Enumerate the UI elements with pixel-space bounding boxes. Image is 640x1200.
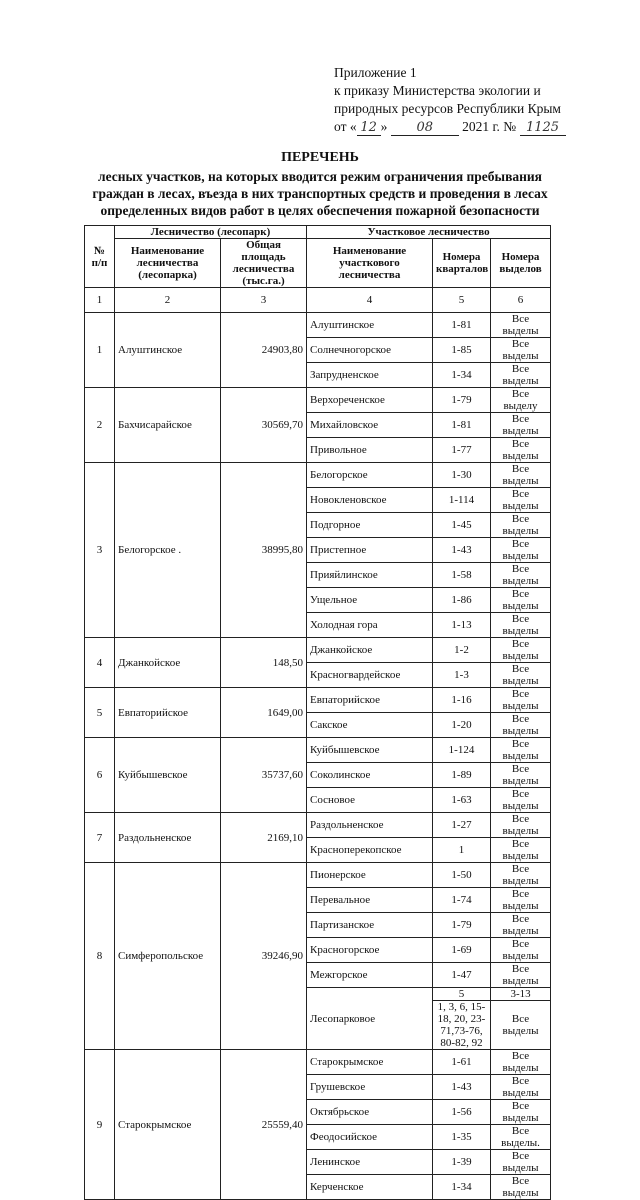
uchastok-name: Соколинское (307, 763, 433, 788)
uchastok-name: Алуштинское (307, 313, 433, 338)
kvartal-numbers: 1-43 (433, 1075, 491, 1100)
uchastok-name: Ущельное (307, 588, 433, 613)
date-day: 12 (357, 120, 381, 136)
kvartal-numbers: 1-89 (433, 763, 491, 788)
lesnichestvo-name: Куйбышевское (115, 738, 221, 813)
table-row (85, 463, 551, 488)
header-vydel: Номера выделов (491, 239, 551, 288)
uchastok-name: Керченское (307, 1175, 433, 1200)
group-number: 2 (85, 388, 115, 463)
uchastok-name: Евпаторийское (307, 688, 433, 713)
header-group-uchastkovoe: Участковое лесничество (307, 226, 551, 239)
vydel-numbers: Все выделы (491, 463, 551, 488)
subtitle-line: лесных участков, на которых вводится режим ограничения пребывания (98, 169, 542, 184)
vydel-numbers: Все выделы (491, 438, 551, 463)
appendix-title: Приложение 1 (334, 65, 417, 80)
uchastok-name: Джанкойское (307, 638, 433, 663)
vydel-numbers: 3-13 (491, 988, 551, 1001)
order-number: 1125 (520, 120, 566, 136)
kvartal-numbers: 1-3 (433, 663, 491, 688)
vydel-numbers: Все выделы (491, 688, 551, 713)
vydel-numbers: Все выделы (491, 588, 551, 613)
vydel-numbers: Все выделы (491, 763, 551, 788)
table-row (85, 1050, 551, 1075)
col-number: 6 (491, 288, 551, 313)
forest-table (84, 225, 551, 1200)
vydel-numbers: Все выделы (491, 638, 551, 663)
table-row (85, 738, 551, 763)
header-uchastok: Наименование участкового лесничества (307, 239, 433, 288)
date-year: 2021 г. № (462, 119, 517, 134)
date-mid: » (380, 119, 388, 134)
kvartal-numbers: 1-13 (433, 613, 491, 638)
kvartal-numbers: 1-2 (433, 638, 491, 663)
uchastok-name: Красноперекопское (307, 838, 433, 863)
table-row (85, 638, 551, 663)
vydel-numbers: Все выделы (491, 838, 551, 863)
vydel-numbers: Все выделы (491, 663, 551, 688)
kvartal-numbers: 1-30 (433, 463, 491, 488)
table-row (85, 863, 551, 888)
uchastok-name: Сакское (307, 713, 433, 738)
uchastok-name: Пионерское (307, 863, 433, 888)
uchastok-name: Перевальное (307, 888, 433, 913)
uchastok-name: Партизанское (307, 913, 433, 938)
uchastok-name: Октябрьское (307, 1100, 433, 1125)
vydel-numbers: Все выделы. (491, 1125, 551, 1150)
group-number: 6 (85, 738, 115, 813)
kvartal-numbers: 1-86 (433, 588, 491, 613)
kvartal-numbers: 1-27 (433, 813, 491, 838)
vydel-numbers: Все выделы (491, 313, 551, 338)
uchastok-name: Солнечногорское (307, 338, 433, 363)
kvartal-numbers: 1-20 (433, 713, 491, 738)
uchastok-name: Межгорское (307, 963, 433, 988)
vydel-numbers: Все выделы (491, 1100, 551, 1125)
appendix-block (334, 64, 566, 136)
group-number: 3 (85, 463, 115, 638)
lesnichestvo-name: Джанкойское (115, 638, 221, 688)
uchastok-name: Старокрымское (307, 1050, 433, 1075)
lesnichestvo-area: 1649,00 (221, 688, 307, 738)
vydel-numbers: Все выделы (491, 813, 551, 838)
lesnichestvo-area: 38995,80 (221, 463, 307, 638)
vydel-numbers: Все выделы (491, 863, 551, 888)
lesnichestvo-area: 25559,40 (221, 1050, 307, 1200)
table-row (85, 313, 551, 338)
header-name: Наименование лесничества (лесопарка) (115, 239, 221, 288)
lesnichestvo-name: Алуштинское (115, 313, 221, 388)
kvartal-numbers: 1-61 (433, 1050, 491, 1075)
uchastok-name: Пристепное (307, 538, 433, 563)
vydel-numbers: Все выделы (491, 888, 551, 913)
uchastok-name: Верхореченское (307, 388, 433, 413)
vydel-numbers: Все выделы (491, 938, 551, 963)
kvartal-numbers: 1-114 (433, 488, 491, 513)
vydel-numbers: Все выделы (491, 1175, 551, 1200)
kvartal-numbers: 1-34 (433, 363, 491, 388)
kvartal-numbers: 1-45 (433, 513, 491, 538)
table-row (85, 688, 551, 713)
vydel-numbers: Все выделы (491, 963, 551, 988)
vydel-numbers: Все выделу (491, 388, 551, 413)
kvartal-numbers: 1-81 (433, 413, 491, 438)
vydel-numbers: Все выделы (491, 1001, 551, 1050)
kvartal-numbers: 1-124 (433, 738, 491, 763)
col-number: 5 (433, 288, 491, 313)
vydel-numbers: Все выделы (491, 513, 551, 538)
kvartal-numbers: 1-16 (433, 688, 491, 713)
vydel-numbers: Все выделы (491, 738, 551, 763)
vydel-numbers: Все выделы (491, 1050, 551, 1075)
uchastok-name: Куйбышевское (307, 738, 433, 763)
uchastok-name: Красногорское (307, 938, 433, 963)
appendix-line-3: природных ресурсов Республики Крым (334, 101, 561, 116)
date-prefix: от « (334, 119, 357, 134)
subtitle-line: граждан в лесах, въезда в них транспортных средств и проведения в лесах (92, 186, 548, 201)
group-number: 1 (85, 313, 115, 388)
kvartal-numbers: 1-85 (433, 338, 491, 363)
uchastok-name: Новокленовское (307, 488, 433, 513)
uchastok-name: Ленинское (307, 1150, 433, 1175)
kvartal-numbers: 5 (433, 988, 491, 1001)
lesnichestvo-area: 35737,60 (221, 738, 307, 813)
col-number: 3 (221, 288, 307, 313)
vydel-numbers: Все выделы (491, 913, 551, 938)
uchastok-name: Прияйлинское (307, 563, 433, 588)
kvartal-numbers: 1 (433, 838, 491, 863)
kvartal-numbers: 1, 3, 6, 15-18, 20, 23-71,73-76, 80-82, 92 (433, 1001, 491, 1050)
vydel-numbers: Все выделы (491, 1075, 551, 1100)
header-area: Общая площадь лесничества (тыс.га.) (221, 239, 307, 288)
header-kvartal: Номера кварталов (433, 239, 491, 288)
vydel-numbers: Все выделы (491, 788, 551, 813)
table-row (85, 813, 551, 838)
kvartal-numbers: 1-81 (433, 313, 491, 338)
col-number: 4 (307, 288, 433, 313)
date-month: 08 (391, 120, 459, 136)
lesnichestvo-name: Раздольненское (115, 813, 221, 863)
vydel-numbers: Все выделы (491, 363, 551, 388)
kvartal-numbers: 1-77 (433, 438, 491, 463)
vydel-numbers: Все выделы (491, 413, 551, 438)
vydel-numbers: Все выделы (491, 1150, 551, 1175)
kvartal-numbers: 1-63 (433, 788, 491, 813)
lesnichestvo-area: 24903,80 (221, 313, 307, 388)
kvartal-numbers: 1-34 (433, 1175, 491, 1200)
uchastok-name: Раздольненское (307, 813, 433, 838)
kvartal-numbers: 1-79 (433, 388, 491, 413)
uchastok-name: Белогорское (307, 463, 433, 488)
kvartal-numbers: 1-74 (433, 888, 491, 913)
lesnichestvo-area: 148,50 (221, 638, 307, 688)
lesnichestvo-name: Старокрымское (115, 1050, 221, 1200)
kvartal-numbers: 1-58 (433, 563, 491, 588)
uchastok-name: Михайловское (307, 413, 433, 438)
uchastok-name: Холодная гора (307, 613, 433, 638)
lesnichestvo-area: 39246,90 (221, 863, 307, 1050)
group-number: 8 (85, 863, 115, 1050)
col-number: 2 (115, 288, 221, 313)
uchastok-name: Подгорное (307, 513, 433, 538)
uchastok-name: Феодосийское (307, 1125, 433, 1150)
kvartal-numbers: 1-69 (433, 938, 491, 963)
uchastok-name: Красногвардейское (307, 663, 433, 688)
lesnichestvo-area: 2169,10 (221, 813, 307, 863)
kvartal-numbers: 1-56 (433, 1100, 491, 1125)
vydel-numbers: Все выделы (491, 488, 551, 513)
kvartal-numbers: 1-35 (433, 1125, 491, 1150)
kvartal-numbers: 1-39 (433, 1150, 491, 1175)
header-no: № п/п (85, 226, 115, 288)
group-number: 7 (85, 813, 115, 863)
document-subtitle (60, 168, 580, 219)
subtitle-line: определенных видов работ в целях обеспечения пожарной безопасности (100, 203, 540, 218)
uchastok-name: Лесопарковое (307, 988, 433, 1050)
group-number: 9 (85, 1050, 115, 1200)
lesnichestvo-name: Симферопольское (115, 863, 221, 1050)
table-row (85, 388, 551, 413)
vydel-numbers: Все выделы (491, 538, 551, 563)
vydel-numbers: Все выделы (491, 713, 551, 738)
header-group-lesnichestvo: Лесничество (лесопарк) (115, 226, 307, 239)
uchastok-name: Грушевское (307, 1075, 433, 1100)
vydel-numbers: Все выделы (491, 338, 551, 363)
appendix-line-2: к приказу Министерства экологии и (334, 83, 541, 98)
uchastok-name: Привольное (307, 438, 433, 463)
lesnichestvo-area: 30569,70 (221, 388, 307, 463)
uchastok-name: Сосновое (307, 788, 433, 813)
lesnichestvo-name: Бахчисарайское (115, 388, 221, 463)
appendix-date-line (334, 118, 566, 136)
kvartal-numbers: 1-47 (433, 963, 491, 988)
col-number: 1 (85, 288, 115, 313)
lesnichestvo-name: Белогорское . (115, 463, 221, 638)
group-number: 5 (85, 688, 115, 738)
lesnichestvo-name: Евпаторийское (115, 688, 221, 738)
uchastok-name: Запрудненское (307, 363, 433, 388)
vydel-numbers: Все выделы (491, 613, 551, 638)
kvartal-numbers: 1-79 (433, 913, 491, 938)
vydel-numbers: Все выделы (491, 563, 551, 588)
kvartal-numbers: 1-43 (433, 538, 491, 563)
kvartal-numbers: 1-50 (433, 863, 491, 888)
group-number: 4 (85, 638, 115, 688)
document-title: ПЕРЕЧЕНЬ (281, 150, 359, 165)
